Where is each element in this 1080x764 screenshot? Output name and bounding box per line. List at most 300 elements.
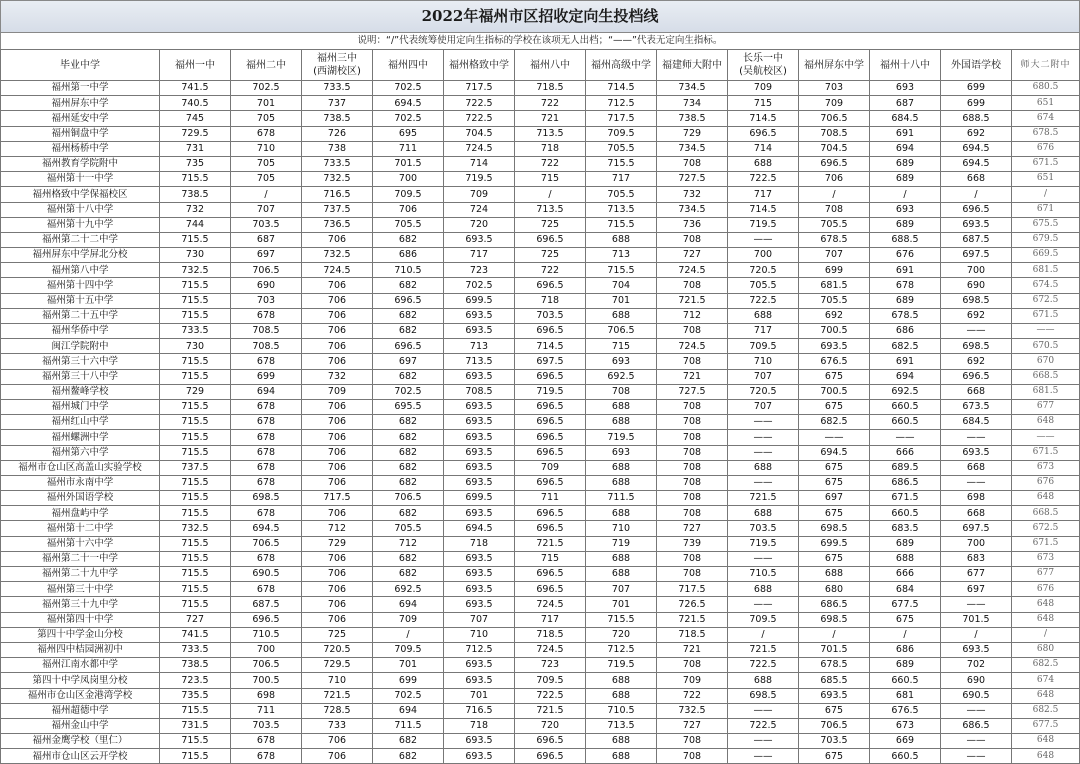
score-cell: 686: [870, 324, 941, 339]
score-cell: 708: [657, 278, 728, 293]
table-row: [1, 156, 1080, 171]
score-cell: ——: [728, 597, 799, 612]
score-cell: 732: [302, 369, 373, 384]
score-cell: 682: [373, 308, 444, 323]
score-cell: 706: [302, 460, 373, 475]
score-cell: 717.5: [302, 491, 373, 506]
score-cell: 675: [799, 506, 870, 521]
score-cell: 732: [160, 202, 231, 217]
score-cell: 676: [1012, 582, 1080, 597]
score-cell: 721.5: [515, 536, 586, 551]
score-cell: 737.5: [302, 202, 373, 217]
score-cell: 699.5: [444, 293, 515, 308]
score-cell: /: [799, 187, 870, 202]
score-cell: 697.5: [941, 248, 1012, 263]
school-name-cell: 福州外国语学校: [1, 491, 160, 506]
score-cell: 680: [1012, 642, 1080, 657]
score-cell: 688: [586, 475, 657, 490]
score-cell: 698.5: [231, 491, 302, 506]
table-row: [1, 627, 1080, 642]
score-cell: 689: [870, 536, 941, 551]
score-cell: 738.5: [160, 187, 231, 202]
score-cell: 715: [586, 339, 657, 354]
score-cell: 719.5: [444, 172, 515, 187]
table-row: [1, 551, 1080, 566]
score-cell: 733.5: [160, 642, 231, 657]
score-cell: 671.5: [1012, 156, 1080, 171]
score-cell: 689: [870, 172, 941, 187]
score-cell: 678.5: [870, 308, 941, 323]
score-cell: 705.5: [799, 217, 870, 232]
score-cell: 694.5: [941, 141, 1012, 156]
score-cell: 727: [657, 718, 728, 733]
score-cell: 744: [160, 217, 231, 232]
score-cell: 708: [657, 551, 728, 566]
score-cell: 682.5: [870, 339, 941, 354]
score-cell: 718: [515, 141, 586, 156]
score-cell: 693.5: [444, 232, 515, 247]
school-name-cell: 福州金鹰学校（里仁）: [1, 734, 160, 749]
score-cell: 698.5: [941, 339, 1012, 354]
score-cell: 648: [1012, 491, 1080, 506]
score-cell: 676: [870, 248, 941, 263]
score-cell: 706.5: [799, 718, 870, 733]
score-cell: 672.5: [1012, 521, 1080, 536]
column-header-target-school: 福州二中: [231, 50, 302, 81]
score-cell: 701: [373, 658, 444, 673]
score-cell: 671.5: [1012, 308, 1080, 323]
score-table: [0, 49, 1080, 764]
score-cell: 693.5: [444, 582, 515, 597]
score-cell: 714.5: [515, 339, 586, 354]
table-row: [1, 308, 1080, 323]
score-cell: 734: [657, 96, 728, 111]
score-cell: ——: [728, 430, 799, 445]
score-cell: 715.5: [160, 369, 231, 384]
table-row: [1, 718, 1080, 733]
score-cell: 711.5: [373, 718, 444, 733]
score-cell: 694: [870, 141, 941, 156]
school-name-cell: 福州教育学院附中: [1, 156, 160, 171]
score-cell: 693.5: [799, 688, 870, 703]
score-cell: 745: [160, 111, 231, 126]
score-cell: 706: [302, 293, 373, 308]
score-cell: 706: [302, 399, 373, 414]
score-cell: 715.5: [160, 551, 231, 566]
score-cell: 715.5: [160, 354, 231, 369]
score-cell: 706: [799, 172, 870, 187]
school-name-cell: 福州第十二中学: [1, 521, 160, 536]
score-cell: 725: [302, 627, 373, 642]
score-cell: 678.5: [1012, 126, 1080, 141]
score-cell: /: [870, 187, 941, 202]
score-cell: 696.5: [515, 278, 586, 293]
column-header-target-school: 福州格致中学: [444, 50, 515, 81]
score-cell: 684.5: [941, 415, 1012, 430]
score-cell: 729: [160, 384, 231, 399]
score-cell: 714.5: [728, 111, 799, 126]
score-cell: 694.5: [231, 521, 302, 536]
school-name-cell: 福州第十四中学: [1, 278, 160, 293]
score-cell: 682: [373, 749, 444, 764]
score-cell: ——: [728, 551, 799, 566]
score-cell: 692: [799, 308, 870, 323]
score-cell: 713.5: [515, 126, 586, 141]
score-cell: ——: [799, 430, 870, 445]
score-cell: 693.5: [444, 567, 515, 582]
score-cell: 708: [657, 749, 728, 764]
score-cell: 703.5: [231, 718, 302, 733]
score-cell: 715.5: [586, 612, 657, 627]
table-row: [1, 172, 1080, 187]
score-cell: 717: [444, 248, 515, 263]
score-cell: 708: [657, 460, 728, 475]
score-cell: 705.5: [586, 141, 657, 156]
score-cell: 682: [373, 551, 444, 566]
score-cell: 723.5: [160, 673, 231, 688]
score-cell: 710.5: [586, 703, 657, 718]
score-cell: 732.5: [302, 172, 373, 187]
score-cell: 682: [373, 324, 444, 339]
score-cell: 732.5: [657, 703, 728, 718]
score-cell: 690.5: [231, 567, 302, 582]
score-cell: 694: [870, 369, 941, 384]
score-cell: 698.5: [799, 612, 870, 627]
score-cell: 722.5: [444, 111, 515, 126]
column-header-target-school: 福州一中: [160, 50, 231, 81]
score-cell: 738.5: [657, 111, 728, 126]
table-row: [1, 749, 1080, 764]
score-cell: 694.5: [799, 445, 870, 460]
score-cell: 735: [160, 156, 231, 171]
score-cell: 698: [231, 688, 302, 703]
score-cell: 702.5: [373, 81, 444, 96]
score-cell: 733.5: [302, 81, 373, 96]
score-cell: 729: [657, 126, 728, 141]
score-cell: 718: [444, 718, 515, 733]
score-cell: 715.5: [586, 263, 657, 278]
score-cell: 688: [586, 688, 657, 703]
score-cell: 700.5: [799, 384, 870, 399]
score-cell: 697: [799, 491, 870, 506]
score-cell: 677: [1012, 567, 1080, 582]
score-cell: 675.5: [1012, 217, 1080, 232]
score-cell: 703.5: [231, 217, 302, 232]
score-cell: 675: [799, 551, 870, 566]
table-row: [1, 445, 1080, 460]
score-cell: ——: [941, 597, 1012, 612]
score-cell: 722: [515, 156, 586, 171]
score-cell: 705.5: [373, 217, 444, 232]
score-cell: 723: [444, 263, 515, 278]
score-cell: 678: [231, 551, 302, 566]
score-cell: 711: [373, 141, 444, 156]
score-cell: 693: [870, 202, 941, 217]
score-cell: 681.5: [799, 278, 870, 293]
score-cell: 681.5: [1012, 384, 1080, 399]
score-cell: 729.5: [160, 126, 231, 141]
table-row: [1, 384, 1080, 399]
score-cell: 682: [373, 278, 444, 293]
score-cell: 715.5: [160, 475, 231, 490]
score-cell: 684: [870, 582, 941, 597]
score-cell: 696.5: [373, 293, 444, 308]
score-cell: 717: [728, 187, 799, 202]
score-cell: 676.5: [799, 354, 870, 369]
score-cell: 706: [302, 354, 373, 369]
score-cell: 696.5: [515, 521, 586, 536]
table-row: [1, 81, 1080, 96]
score-cell: 701.5: [373, 156, 444, 171]
score-cell: 669: [870, 734, 941, 749]
score-cell: 718: [515, 293, 586, 308]
table-row: [1, 293, 1080, 308]
score-cell: 686.5: [941, 718, 1012, 733]
score-cell: 702.5: [231, 81, 302, 96]
score-cell: 686.5: [799, 597, 870, 612]
score-cell: 723: [515, 658, 586, 673]
score-cell: 693.5: [444, 369, 515, 384]
column-header-target-school: 福建师大附中: [657, 50, 728, 81]
score-cell: 715.5: [160, 567, 231, 582]
score-cell: 707: [799, 248, 870, 263]
score-cell: 696.5: [515, 749, 586, 764]
score-cell: 717: [586, 172, 657, 187]
score-cell: 694: [373, 597, 444, 612]
score-cell: 693.5: [941, 445, 1012, 460]
score-cell: 648: [1012, 415, 1080, 430]
score-cell: 695: [373, 126, 444, 141]
score-cell: 729: [302, 536, 373, 551]
school-name-cell: 福州华侨中学: [1, 324, 160, 339]
score-cell: 708: [657, 232, 728, 247]
score-cell: 677: [1012, 399, 1080, 414]
score-cell: 727: [657, 248, 728, 263]
score-cell: 682: [373, 506, 444, 521]
score-cell: 675: [799, 749, 870, 764]
score-cell: 704: [586, 278, 657, 293]
score-cell: 682: [373, 369, 444, 384]
school-name-cell: 福州第二十九中学: [1, 567, 160, 582]
score-cell: /: [941, 627, 1012, 642]
score-cell: 675: [799, 369, 870, 384]
score-cell: 724: [444, 202, 515, 217]
score-cell: 703: [799, 81, 870, 96]
score-cell: 712.5: [586, 96, 657, 111]
score-cell: 706: [302, 582, 373, 597]
score-cell: 700: [941, 263, 1012, 278]
score-cell: 730: [160, 248, 231, 263]
score-cell: 716.5: [444, 703, 515, 718]
score-cell: 680: [799, 582, 870, 597]
score-cell: 677: [941, 567, 1012, 582]
score-cell: 706: [302, 430, 373, 445]
score-cell: 713.5: [586, 718, 657, 733]
score-cell: 698.5: [728, 688, 799, 703]
score-cell: 702.5: [373, 688, 444, 703]
score-cell: 708.5: [799, 126, 870, 141]
score-cell: 713: [586, 248, 657, 263]
score-cell: /: [515, 187, 586, 202]
school-name-cell: 福州格致中学保福校区: [1, 187, 160, 202]
score-cell: 703.5: [515, 308, 586, 323]
score-cell: 741.5: [160, 627, 231, 642]
score-cell: 715.5: [160, 703, 231, 718]
score-cell: 700.5: [231, 673, 302, 688]
score-cell: ——: [728, 415, 799, 430]
score-cell: 648: [1012, 612, 1080, 627]
score-cell: /: [941, 187, 1012, 202]
score-cell: 738: [302, 141, 373, 156]
score-cell: 707: [728, 399, 799, 414]
score-cell: 688: [586, 460, 657, 475]
score-cell: 709: [657, 673, 728, 688]
score-cell: /: [1012, 627, 1080, 642]
score-cell: 688: [586, 415, 657, 430]
score-cell: 734.5: [657, 141, 728, 156]
score-cell: 701: [586, 293, 657, 308]
score-cell: 715.5: [160, 445, 231, 460]
score-cell: 703.5: [728, 521, 799, 536]
table-row: [1, 126, 1080, 141]
score-cell: 666: [870, 567, 941, 582]
score-cell: 706: [302, 597, 373, 612]
score-cell: 708: [657, 156, 728, 171]
score-cell: 734.5: [657, 81, 728, 96]
table-row: [1, 567, 1080, 582]
score-cell: 727: [657, 521, 728, 536]
score-cell: 688: [728, 308, 799, 323]
score-cell: 668.5: [1012, 506, 1080, 521]
score-cell: 701.5: [799, 642, 870, 657]
score-cell: 722.5: [728, 172, 799, 187]
table-row: [1, 202, 1080, 217]
table-row: [1, 369, 1080, 384]
score-cell: ——: [941, 430, 1012, 445]
school-name-cell: 福州第三十八中学: [1, 369, 160, 384]
score-cell: 740.5: [160, 96, 231, 111]
score-cell: 687.5: [941, 232, 1012, 247]
score-cell: 706.5: [231, 263, 302, 278]
score-cell: 719.5: [515, 384, 586, 399]
score-cell: 673: [1012, 551, 1080, 566]
score-cell: 709.5: [586, 126, 657, 141]
score-cell: 693: [870, 81, 941, 96]
school-name-cell: 福州第十八中学: [1, 202, 160, 217]
score-cell: 710: [728, 354, 799, 369]
score-cell: 682: [373, 430, 444, 445]
table-row: [1, 582, 1080, 597]
column-header-target-school: 福州高级中学: [586, 50, 657, 81]
score-cell: 688.5: [941, 111, 1012, 126]
score-cell: 688: [728, 582, 799, 597]
score-cell: 684.5: [870, 111, 941, 126]
score-cell: 673: [870, 718, 941, 733]
score-cell: 691: [870, 354, 941, 369]
score-cell: 691: [870, 126, 941, 141]
score-cell: 718.5: [515, 627, 586, 642]
school-name-cell: 福州江南水都中学: [1, 658, 160, 673]
table-row: [1, 141, 1080, 156]
score-cell: 678: [231, 430, 302, 445]
score-cell: 720.5: [728, 384, 799, 399]
score-cell: 678: [231, 749, 302, 764]
score-cell: 693.5: [444, 430, 515, 445]
score-cell: 717: [728, 324, 799, 339]
score-cell: ——: [728, 703, 799, 718]
score-cell: 666: [870, 445, 941, 460]
school-name-cell: 福州屏东中学: [1, 96, 160, 111]
score-cell: 688: [586, 308, 657, 323]
score-cell: 709: [728, 81, 799, 96]
score-cell: 715.5: [160, 399, 231, 414]
header-row: [1, 50, 1080, 81]
score-cell: 709.5: [728, 612, 799, 627]
score-cell: 683.5: [870, 521, 941, 536]
score-cell: 729.5: [302, 658, 373, 673]
table-row: [1, 460, 1080, 475]
score-cell: 696.5: [231, 612, 302, 627]
table-row: [1, 430, 1080, 445]
score-cell: 712: [302, 521, 373, 536]
score-cell: 722: [657, 688, 728, 703]
score-cell: 699: [941, 96, 1012, 111]
score-cell: 706: [302, 415, 373, 430]
score-cell: 696.5: [515, 506, 586, 521]
score-cell: 696.5: [373, 339, 444, 354]
score-cell: 722.5: [728, 293, 799, 308]
score-cell: 721.5: [657, 612, 728, 627]
table-row: [1, 96, 1080, 111]
score-cell: 696.5: [515, 734, 586, 749]
score-cell: 721: [657, 369, 728, 384]
table-row: [1, 703, 1080, 718]
score-cell: 692.5: [586, 369, 657, 384]
score-cell: 708: [657, 415, 728, 430]
score-cell: 708: [657, 734, 728, 749]
school-name-cell: 福州第十六中学: [1, 536, 160, 551]
table-row: [1, 491, 1080, 506]
score-cell: 721.5: [302, 688, 373, 703]
score-cell: 708.5: [231, 339, 302, 354]
score-cell: 715.5: [160, 536, 231, 551]
score-cell: 724.5: [444, 141, 515, 156]
table-row: [1, 521, 1080, 536]
score-cell: 689: [870, 156, 941, 171]
score-cell: ——: [941, 703, 1012, 718]
score-cell: 701: [444, 688, 515, 703]
score-cell: 671.5: [870, 491, 941, 506]
score-cell: 686.5: [870, 475, 941, 490]
score-cell: 731: [160, 141, 231, 156]
score-cell: 714: [728, 141, 799, 156]
table-row: [1, 248, 1080, 263]
school-name-cell: 福州第二十二中学: [1, 232, 160, 247]
score-cell: 699.5: [444, 491, 515, 506]
score-cell: 699: [941, 81, 1012, 96]
score-cell: 700.5: [799, 324, 870, 339]
score-cell: 708: [586, 384, 657, 399]
score-cell: 713.5: [515, 202, 586, 217]
score-cell: 714.5: [728, 202, 799, 217]
score-cell: /: [373, 627, 444, 642]
score-cell: 688.5: [870, 232, 941, 247]
score-cell: 706: [302, 324, 373, 339]
score-cell: 715.5: [160, 278, 231, 293]
score-cell: 694.5: [941, 156, 1012, 171]
score-cell: 693: [586, 354, 657, 369]
score-cell: ——: [941, 475, 1012, 490]
